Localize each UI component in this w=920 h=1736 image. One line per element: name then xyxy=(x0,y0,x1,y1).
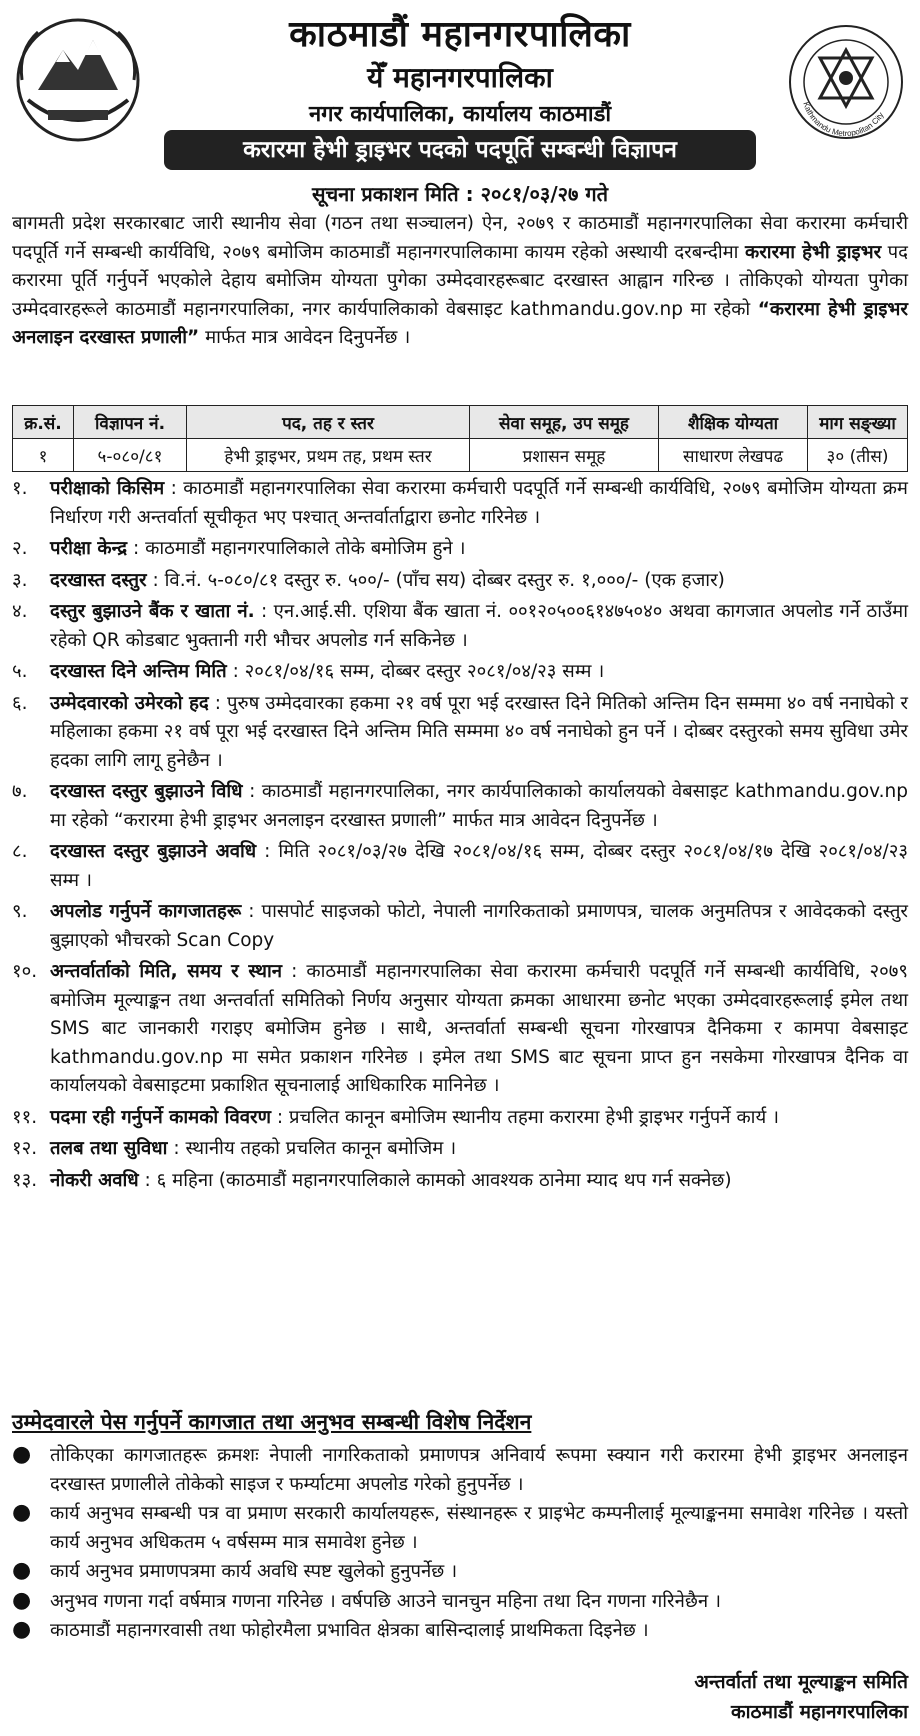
item-number: ७. xyxy=(12,781,28,802)
list-item xyxy=(12,1167,908,1196)
table-row xyxy=(13,439,908,472)
special-instructions-list xyxy=(12,1442,908,1647)
kmc-seal-icon xyxy=(786,22,906,142)
item-label: उम्मेदवारको उमेरको हद xyxy=(50,692,209,714)
intro-text-1: बागमती प्रदेश सरकारबाट जारी स्थानीय सेवा (गठन तथा सञ्चालन) ऐन, २०७९ र काठमाडौं महानगरपालिका सेवा करारमा कर्मचारी पदपूर्ति गर्ने सम्बन्धी कार्यविधि, २०७९ बमोजिम काठमाडौं महानगरपालिकामा कायम रहेको अस्थायी दरबन्दीमा xyxy=(12,213,908,263)
item-number: ११. xyxy=(12,1106,38,1128)
col-service: सेवा समूह, उप समूह xyxy=(470,406,659,439)
cell-ad-no: ५-०८०/८१ xyxy=(74,439,187,472)
intro-bold-2: “करारमा हेभी ड्राइभर अनलाइन दरखास्त प्रणाली” xyxy=(12,298,908,348)
col-demand: माग सङ्ख्या xyxy=(808,406,908,439)
item-text: : स्थानीय तहको प्रचलित कानून बमोजिम । xyxy=(167,1138,457,1159)
signature-org: काठमाडौं महानगरपालिका xyxy=(731,1701,908,1723)
bullet-text: तोकिएका कागजातहरू क्रमशः नेपाली नागरिकताको प्रमाणपत्र अनिवार्य रूपमा स्क्यान गरी करारमा हेभी ड्राइभर अनलाइन दरखास्त प्रणालीले तोकेको साइज र फर्म्याटमा अपलोड गरेको हुनुपर्नेछ । xyxy=(50,1445,908,1495)
intro-text-2: पद करारमा पूर्ति गर्नुपर्ने भएकोले देहाय बमोजिम योग्यता पुगेका उम्मेदवारहरूबाट दरखास्त आह्वान गरिन्छ । तोकिएको योग्यता पुगेका उम्मेदवारहरूले काठमाडौं महानगरपालिका, नगर कार्यपालिकाको वेबसाइट kathmandu.gov.np मा रहेको xyxy=(12,241,908,320)
special-instructions-title: उम्मेदवारले पेस गर्नुपर्ने कागजात तथा अनुभव सम्बन्धी विशेष निर्देशन xyxy=(12,1410,532,1434)
publication-date: सूचना प्रकाशन मिति : २०८१/०३/२७ गते xyxy=(311,182,609,206)
item-text: : मिति २०८१/०३/२७ देखि २०८१/०४/१६ सम्म, दोब्बर दस्तुर २०८१/०४/१७ देखि २०८१/०४/२३ सम्म । xyxy=(50,841,908,891)
list-item xyxy=(12,898,908,955)
item-text: : ६ महिना (काठमाडौं महानगरपालिकाले कामको आवश्यक ठानेमा म्याद थप गर्न सक्नेछ) xyxy=(138,1169,732,1191)
header xyxy=(0,0,920,168)
list-item xyxy=(12,658,908,687)
list-item xyxy=(12,598,908,655)
org-title: काठमाडौं महानगरपालिका xyxy=(289,14,631,55)
item-label: अन्तर्वार्ताको मिति, समय र स्थान xyxy=(50,961,283,982)
list-item xyxy=(12,535,908,564)
item-number: १२. xyxy=(12,1138,38,1159)
list-item xyxy=(12,1135,908,1164)
seal-text: Kathmandu Metropolitan City xyxy=(801,100,886,139)
item-number: १०. xyxy=(12,961,38,982)
intro-bold-1: करारमा हेभी ड्राइभर xyxy=(745,241,882,263)
list-item xyxy=(12,475,908,532)
vacancy-table xyxy=(12,405,908,472)
notice-banner: करारमा हेभी ड्राइभर पदको पदपूर्ति सम्बन्धी विज्ञापन xyxy=(164,130,756,170)
svg-text:Kathmandu Metropolitan City xyxy=(801,101,885,138)
intro-paragraph xyxy=(12,210,908,353)
item-text: : वि.नं. ५-०८०/८१ दस्तुर रु. ५००/- (पाँच सय) दोब्बर दस्तुर रु. १,०००/- (एक हजार) xyxy=(146,569,725,591)
item-label: दरखास्त दिने अन्तिम मिति xyxy=(50,661,227,682)
table-header-row xyxy=(13,406,908,439)
list-item xyxy=(12,1558,908,1587)
list-item xyxy=(12,838,908,895)
item-label: दस्तुर बुझाउने बैंक र खाता नं. xyxy=(50,601,255,622)
item-number: १३. xyxy=(12,1169,38,1191)
item-label: दरखास्त दस्तुर बुझाउने अवधि xyxy=(50,841,257,862)
list-item xyxy=(12,1588,908,1617)
org-subtitle: नगर कार्यपालिका, कार्यालय काठमाडौं xyxy=(308,102,612,127)
item-text: : पासपोर्ट साइजको फोटो, नेपाली नागरिकताको प्रमाणपत्र, चालक अनुमतिपत्र र आवेदकको दस्तुर बुझाएको भौचरको Scan Copy xyxy=(50,901,908,951)
item-text: : २०८१/०४/१६ सम्म, दोब्बर दस्तुर २०८१/०४/२३ सम्म । xyxy=(226,661,605,682)
col-sn: क्र.सं. xyxy=(13,406,74,439)
item-number: ३. xyxy=(12,569,28,591)
cell-qualification: साधारण लेखपढ xyxy=(659,439,808,472)
cell-sn: १ xyxy=(13,439,74,472)
item-number: ६. xyxy=(12,692,28,714)
item-label: पदमा रही गर्नुपर्ने कामको विवरण xyxy=(50,1106,271,1128)
conditions-list xyxy=(12,475,908,1198)
bullet-icon: ● xyxy=(12,1558,32,1583)
bullet-icon: ● xyxy=(12,1500,32,1525)
item-label: तलब तथा सुविधा xyxy=(50,1138,168,1159)
bullet-text: काठमाडौं महानगरवासी तथा फोहोरमैला प्रभावित क्षेत्रका बासिन्दालाई प्राथमिकता दिइनेछ । xyxy=(50,1620,649,1641)
item-text: : प्रचलित कानून बमोजिम स्थानीय तहमा करारमा हेभी ड्राइभर गर्नुपर्ने कार्य । xyxy=(270,1106,780,1128)
item-number: ४. xyxy=(12,601,28,622)
item-text: : पुरुष उम्मेदवारका हकमा २१ वर्ष पूरा भई दरखास्त दिने मितिको अन्तिम दिन सम्ममा ४० वर्ष ननाघेको र महिलाका हकमा २१ वर्ष पूरा भई दरखास्त दिने अन्तिम मिति सम्ममा ४० वर्ष ननाघेको हुन पर्ने । दोब्बर दस्तुरको समय सुविधा उमेर हदका लागि लागू हुनेछैन । xyxy=(50,692,908,771)
item-number: २. xyxy=(12,538,28,559)
item-text: : एन.आई.सी. एशिया बैंक खाता नं. ००१२०५००६१४७५०४० अथवा कागजात अपलोड गर्ने ठाउँमा रहेको QR कोडबाट भुक्तानी गरी भौचर अपलोड गर्न सकिनेछ । xyxy=(50,601,909,651)
org-title-newari: येँ महानगरपालिका xyxy=(367,61,553,94)
list-item xyxy=(12,567,908,596)
bullet-icon: ● xyxy=(12,1617,32,1642)
col-post: पद, तह र स्तर xyxy=(187,406,470,439)
list-item xyxy=(12,1617,908,1646)
item-text: : काठमाडौं महानगरपालिका, नगर कार्यपालिकाको कार्यालयको वेबसाइट kathmandu.gov.np मा रहेको “करारमा हेभी ड्राइभर अनलाइन दरखास्त प्रणाली” मार्फत मात्र आवेदन दिनुपर्नेछ । xyxy=(50,781,908,831)
bullet-icon: ● xyxy=(12,1442,32,1467)
item-text: : काठमाडौं महानगरपालिका सेवा करारमा कर्मचारी पदपूर्ति गर्ने सम्बन्धी कार्यविधि, २०७९ बमोजिम योग्यता क्रम निर्धारण गरी अन्तर्वार्ता सूचीकृत भए पश्चात् अन्तर्वार्ताद्वारा छनोट गरिनेछ । xyxy=(50,478,908,528)
bullet-text: अनुभव गणना गर्दा वर्षमात्र गणना गरिनेछ । वर्षपछि आउने चानचुन महिना तथा दिन गणना गरिनेछैन । xyxy=(50,1590,721,1612)
item-text: : काठमाडौं महानगरपालिकाले तोके बमोजिम हुने । xyxy=(127,538,466,559)
item-number: ५. xyxy=(12,661,28,682)
item-label: दरखास्त दस्तुर बुझाउने विधि xyxy=(50,781,243,802)
bullet-text: कार्य अनुभव सम्बन्धी पत्र वा प्रमाण सरकारी कार्यालयहरू, संस्थानहरू र प्राइभेट कम्पनीलाई मूल्याङ्कनमा समावेश गरिनेछ । यस्तो कार्य अनुभव अधिकतम ५ वर्षसम्म मात्र समावेश हुनेछ । xyxy=(50,1503,908,1553)
cell-service: प्रशासन समूह xyxy=(470,439,659,472)
bullet-icon: ● xyxy=(12,1587,32,1613)
col-ad-no: विज्ञापन नं. xyxy=(74,406,187,439)
item-number: ८. xyxy=(12,841,28,862)
item-text: : काठमाडौं महानगरपालिका सेवा करारमा कर्मचारी पदपूर्ति गर्ने सम्बन्धी कार्यविधि, २०७९ बमोजिम मूल्याङ्कन तथा अन्तर्वार्ता समितिको निर्णय अनुसार योग्यता क्रमका आधारमा छनोट भएका उम्मेदवारहरूलाई इमेल तथा SMS बाट जानकारी गराइए बमोजिम हुनेछ । साथै, अन्तर्वार्ता सम्बन्धी सूचना गोरखापत्र दैनिकमा र कामपा वेबसाइट kathmandu.gov.np मा समेत प्रकाशन गरिनेछ । इमेल तथा SMS बाट सूचना प्राप्त हुन नसकेमा गोरखापत्र दैनिक वा कार्यालयको वेबसाइटमा प्रकाशित सूचनालाई आधिकारिक मानिनेछ । xyxy=(50,961,908,1096)
signature-committee: अन्तर्वार्ता तथा मूल्याङ्कन समिति xyxy=(694,1671,908,1693)
list-item xyxy=(12,690,908,776)
cell-post: हेभी ड्राइभर, प्रथम तह, प्रथम स्तर xyxy=(187,439,470,472)
bullet-text: कार्य अनुभव प्रमाणपत्रमा कार्य अवधि स्पष्ट खुलेको हुनुपर्नेछ । xyxy=(50,1561,458,1582)
item-label: दरखास्त दस्तुर xyxy=(50,569,147,591)
list-item xyxy=(12,1104,908,1133)
list-item xyxy=(12,958,908,1101)
item-label: नोकरी अवधि xyxy=(50,1169,139,1191)
item-label: परीक्षा केन्द्र xyxy=(50,538,128,559)
intro-text-3: मार्फत मात्र आवेदन दिनुपर्नेछ । xyxy=(199,327,411,348)
list-item xyxy=(12,1442,908,1499)
list-item xyxy=(12,778,908,835)
item-number: ९. xyxy=(12,901,28,922)
list-item xyxy=(12,1500,908,1557)
item-label: अपलोड गर्नुपर्ने कागजातहरू xyxy=(50,901,242,922)
item-number: १. xyxy=(12,478,28,499)
item-label: परीक्षाको किसिम xyxy=(50,478,165,499)
cell-demand: ३० (तीस) xyxy=(808,439,908,472)
col-qualification: शैक्षिक योग्यता xyxy=(659,406,808,439)
